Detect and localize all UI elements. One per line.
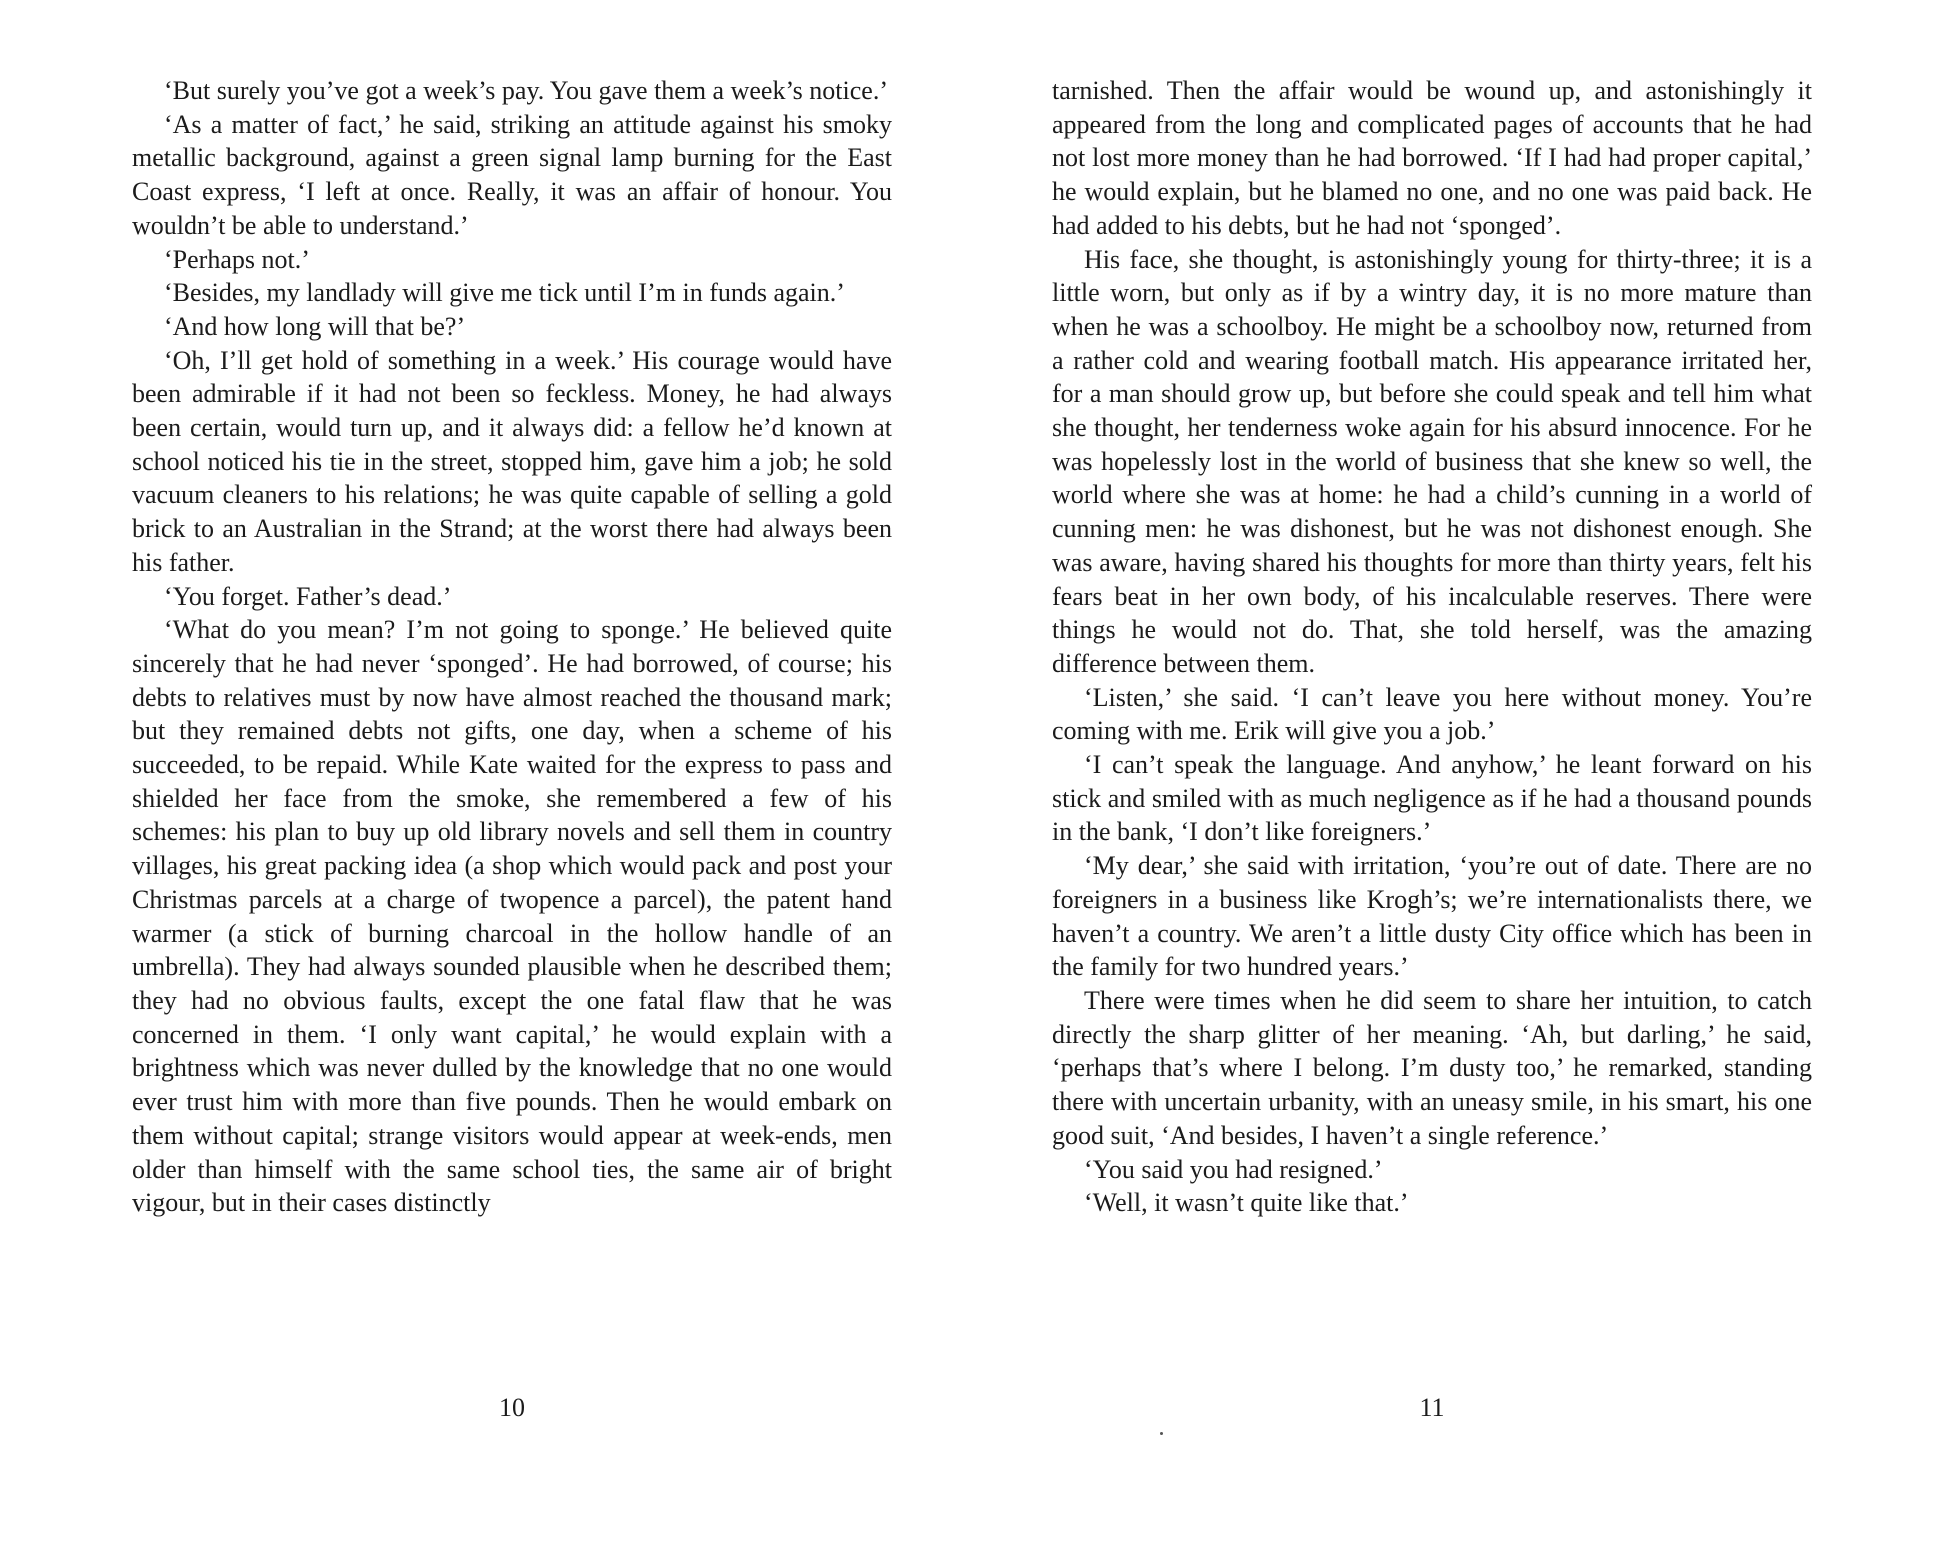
paragraph: There were times when he did seem to share her intuition, to catch directly the sharp glitter of her meaning. ‘Ah, but darling,’ he said, ‘perhaps that’s where I belong. I’m dusty too,’ he remarked, standing there with uncertain urbanity, with an uneasy smile, in his smart, his one good suit, ‘And besides, I haven’t a single reference.’ — [1052, 985, 1812, 1150]
right-page-text — [1052, 74, 1812, 1220]
ink-speck — [1160, 1432, 1163, 1435]
paragraph: ‘Well, it wasn’t quite like that.’ — [1084, 1188, 1409, 1218]
paragraph: ‘You forget. Father’s dead.’ — [164, 581, 452, 611]
paragraph: ‘Listen,’ she said. ‘I can’t leave you here without money. You’re coming with me. Erik will give you a job.’ — [1052, 682, 1812, 746]
paragraph: His face, she thought, is astonishingly young for thirty-three; it is a little worn, but only as if by a wintry day, it is no more mature than when he was a schoolboy. He might be a schoolboy now, returned from a rather cold and wearing football match. His appearance irritated her, for a man should grow up, but before she could speak and tell him what she thought, her tenderness woke again for his absurd innocence. For he was hopelessly lost in the world of business that she knew so well, the world where she was at home: he had a child’s cunning in a world of cunning men: he was dishonest, but he was not dishonest enough. She was aware, having shared his thoughts for more than thirty years, felt his fears beat in her own body, of his incalculable reserves. There were things he would not do. That, she told herself, was the amazing difference between them. — [1052, 244, 1812, 678]
paragraph: ‘Besides, my landlady will give me tick until I’m in funds again.’ — [164, 278, 845, 308]
paragraph: ‘You said you had resigned.’ — [1084, 1154, 1383, 1184]
continuation-paragraph: tarnished. Then the affair would be wound up, and astonishingly it appeared from the long and complicated pages of accounts that he had not lost more money than he had borrowed. ‘If I had had proper capital,’ he would explain, but he blamed no one, and no one was paid back. He had added to his debts, but he had not ‘sponged’. — [1052, 76, 1812, 240]
paragraph: ‘I can’t speak the language. And anyhow,’ he leant forward on his stick and smiled with as much negligence as if he had a thousand pounds in the bank, ‘I don’t like foreigners.’ — [1052, 750, 1812, 847]
left-page — [132, 74, 892, 1454]
left-page-text — [132, 74, 892, 1220]
paragraph: ‘Perhaps not.’ — [164, 244, 310, 274]
page-number-right: 11 — [1419, 1393, 1445, 1422]
page-number-left: 10 — [499, 1393, 525, 1422]
right-page — [1052, 74, 1812, 1454]
paragraph: ‘But surely you’ve got a week’s pay. You gave them a week’s notice.’ — [164, 76, 888, 105]
paragraph: ‘Oh, I’ll get hold of something in a week.’ His courage would have been admirable if it had not been so feckless. Money, he had always been certain, would turn up, and it always did: a fellow he’d known at school noticed his tie in the street, stopped him, gave him a job; he sold vacuum cleaners to his relations; he was quite capable of selling a gold brick to an Australian in the Strand; at the worst there had always been his father. — [132, 345, 892, 577]
paragraph: ‘My dear,’ she said with irritation, ‘you’re out of date. There are no foreigners in a business like Krogh’s; we’re internationalists there, we haven’t a country. We aren’t a little dusty City office which has been in the family for two hundred years.’ — [1052, 851, 1812, 982]
paragraph: ‘As a matter of fact,’ he said, striking an attitude against his smoky metallic background, against a green signal lamp burning for the East Coast express, ‘I left at once. Really, it was an affair of honour. You wouldn’t be able to understand.’ — [132, 109, 892, 240]
paragraph: ‘What do you mean? I’m not going to sponge.’ He believed quite sincerely that he had never ‘sponged’. He had borrowed, of course; his debts to relatives must by now have almost reached the thousand mark; but they remained debts not gifts, one day, when a scheme of his succeeded, to be repaid. While Kate waited for the express to pass and shielded her face from the smoke, she remembered a few of his schemes: his plan to buy up old library novels and sell them in country villages, his great packing idea (a shop which would pack and post your Christmas parcels at a charge of twopence a parcel), the patent hand warmer (a stick of burning charcoal in the hollow handle of an umbrella). They had always sounded plausible when he described them; they had no obvious faults, except the one fatal flaw that he was concerned in them. ‘I only want capital,’ he would explain with a brightness which was never dulled by the knowledge that no one would ever trust him with more than five pounds. Then he would embark on them without capital; strange visitors would appear at week-ends, men older than himself with the same school ties, the same air of bright vigour, but in their cases distinctly — [132, 615, 892, 1218]
paragraph: ‘And how long will that be?’ — [164, 311, 466, 341]
